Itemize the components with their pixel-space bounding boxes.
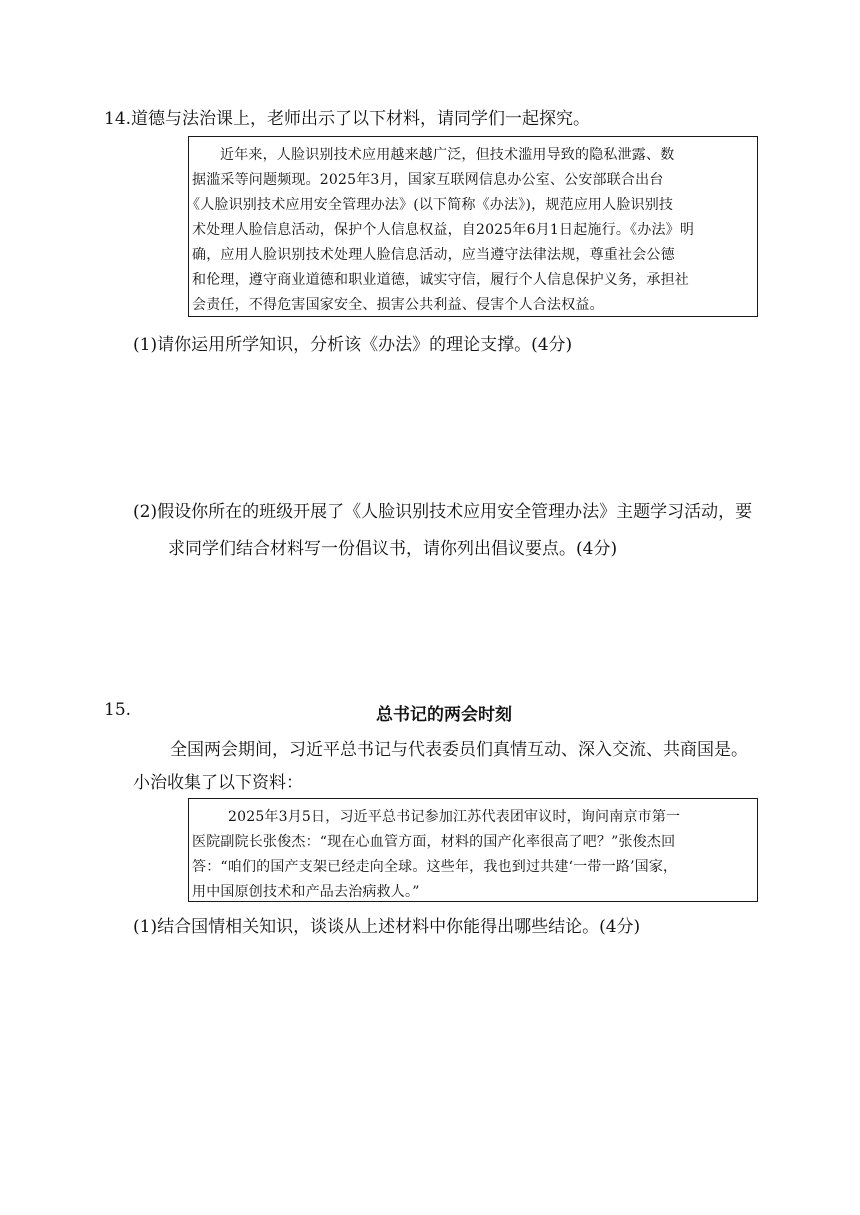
material-line: 会责任，不得危害国家安全、损害公共利益、侵害个人合法权益。 (192, 297, 604, 313)
question-15-number: 15. (104, 700, 132, 720)
question-15-title: 总书记的两会时刻 (376, 705, 512, 725)
question-15-intro-line-1: 全国两会期间，习近平总书记与代表委员们真情互动、深入交流、共商国是。 (170, 740, 748, 760)
material-line: 近年来，人脸识别技术应用越来越广泛，但技术滥用导致的隐私泄露、数 (220, 147, 675, 163)
material-line: 医院副院长张俊杰：“现在心血管方面，材料的国产化率很高了吧？”张俊杰回 (192, 834, 676, 850)
question-14-stem-text: 道德与法治课上，老师出示了以下材料，请同学们一起探究。 (131, 109, 591, 129)
question-15-intro-line-2: 小治收集了以下资料： (133, 773, 303, 793)
question-15-sub-1: (1)结合国情相关知识，谈谈从上述材料中你能得出哪些结论。(4分) (133, 917, 641, 937)
question-14-sub-2-line-1: (2)假设你所在的班级开展了《人脸识别技术应用安全管理办法》主题学习活动，要 (133, 502, 753, 522)
question-14-material-box (188, 136, 758, 317)
material-line: 据滥采等问题频现。2025年3月，国家互联网信息办公室、公安部联合出台 (192, 172, 664, 188)
material-line: 和伦理，遵守商业道德和职业道德，诚实守信，履行个人信息保护义务，承担社 (192, 272, 689, 288)
question-14-sub-1: (1)请你运用所学知识，分析该《办法》的理论支撑。(4分) (133, 335, 573, 355)
material-line: 术处理人脸信息活动，保护个人信息权益，自2025年6月1日起施行。《办法》明 (192, 222, 695, 238)
question-14-sub-2-line-2: 求同学们结合材料写一份倡议书，请你列出倡议要点。(4分) (168, 539, 618, 559)
material-line: 答：“咱们的国产支架已经走向全球。这些年，我也到过共建‘一带一路’国家， (192, 859, 678, 875)
material-line: 确，应用人脸识别技术处理人脸信息活动，应当遵守法律法规，尊重社会公德 (192, 247, 675, 263)
question-15-material-box (188, 798, 758, 902)
question-14-stem (104, 104, 590, 129)
material-line: 《人脸识别技术应用安全管理办法》(以下简称《办法》)，规范应用人脸识别技 (186, 197, 674, 213)
material-line: 用中国原创技术和产品去治病救人。” (192, 884, 420, 900)
question-14-number: 14. (104, 109, 132, 129)
material-line: 2025年3月5日，习近平总书记参加江苏代表团审议时，询问南京市第一 (228, 809, 681, 825)
